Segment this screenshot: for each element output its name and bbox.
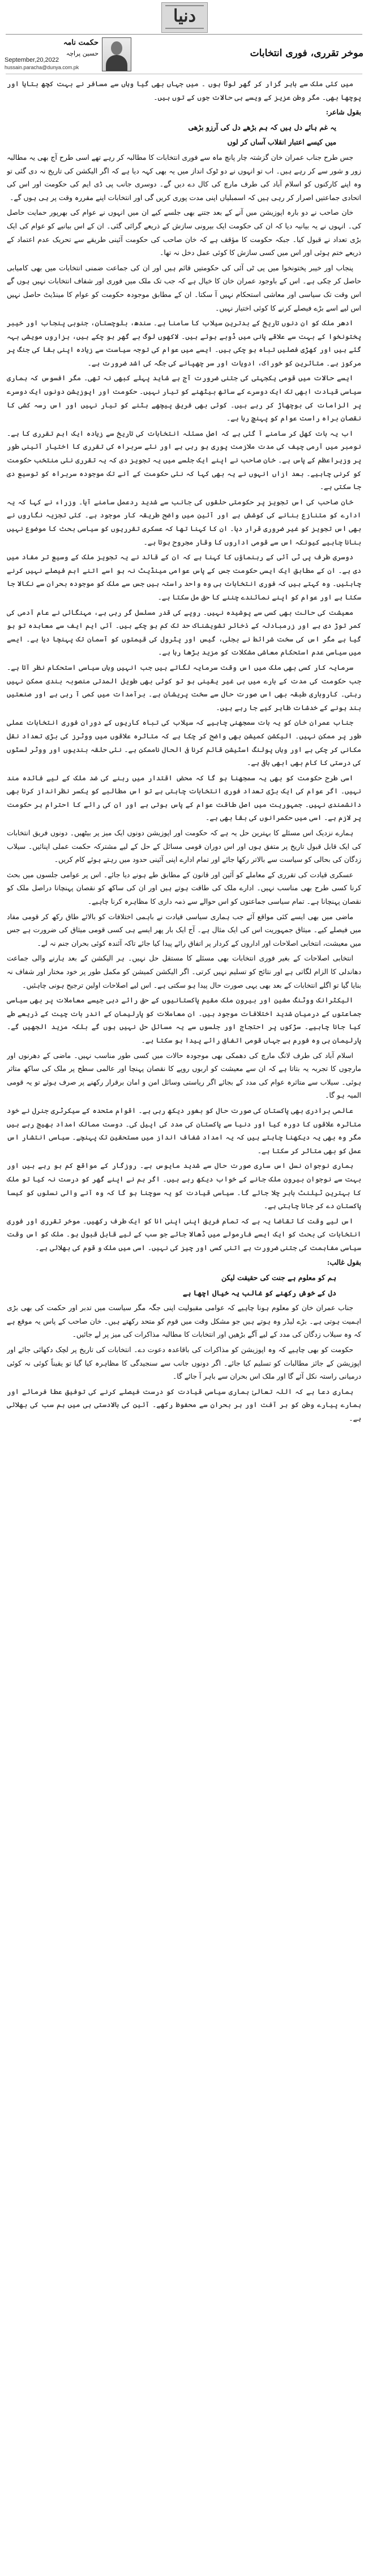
publish-date: September,20,2022 [5,57,59,63]
article-paragraph: میں کئی ملک سے باہر گزار کر گھر لوٹا ہوں ۔ میں جہاں بھی گیا وہاں سے مسافر نے بہت کچھ بتایا اور پوچھا بھی۔ مگر وطن عزیز کے ویسے ہی حالات جوں کے توں ہیں۔ [7,79,361,101]
quote-lead: بقول غالب: [327,1258,361,1267]
article-paragraph: جناب عمران خان کو یہ بات سمجھنی چاہیے کہ سیلاب کی تباہ کاریوں کے دوران فوری انتخابات عملی طور پر ممکن نہیں۔ الیکشن کمیشن بھی واضح کر چکا ہے کہ متاثرہ علاقوں میں ووٹرز کی بڑی تعداد نقل مکانی کر چکی ہے اور وہاں پولنگ اسٹیشن قائم کرنا فی الحال ناممکن ہے۔ نئی حلقہ بندیوں اور ووٹر لسٹوں کی درستی کا کام بھی ابھی باقی ہے۔ [7,718,361,767]
article-paragraph: ہماری دعا ہے کہ اللہ تعالیٰ ہماری سیاسی قیادت کو درست فیصلے کرنے کی توفیق عطا فرمائے اور ہمارے پیارے وطن کو ہر آفت اور ہر بحران سے محفوظ رکھے۔ آئین کی بالادستی ہی میں ہم سب کی بھلائی ہے۔ [7,1387,361,1422]
masthead [0,0,368,70]
author-email: hussain.paracha@dunya.com.pk [5,65,79,70]
verse-line: میں کیسے اعتبار انقلاب آساں کر لوں [227,138,336,147]
article-paragraph: دوسری طرف پی ٹی آئی کے رہنماؤں کا کہنا ہے کہ ان کے قائد نے یہ تجویز ملک کے وسیع تر مفاد میں دی ہے۔ ان کے مطابق ایک ایسی حکومت جس کے پاس عوامی مینڈیٹ نہ ہو اسے اتنے اہم فیصلے نہیں کرنے چاہئیں۔ وہ کہتے ہیں کہ فوری انتخابات ہی وہ واحد راستہ ہیں جس سے ملک کو موجودہ بحران سے نکالا جا سکتا ہے اور عوام کو اپنے نمائندے چننے کا حق مل سکتا ہے۔ [7,552,361,601]
article-paragraph: ہمارے نزدیک اس مسئلے کا بہترین حل یہ ہے کہ حکومت اور اپوزیشن دونوں ایک میز پر بیٹھیں۔ دونوں فریق انتخابات کی ایک قابل قبول تاریخ پر متفق ہوں اور اس دوران قومی مسائل کے حل کے لیے مشترکہ حکمت عملی اپنائیں۔ سیلاب زدگان کی بحالی کو سیاست سے بالاتر رکھا جائے اور تمام ادارے اپنی آئینی حدود میں رہتے ہوئے کام کریں۔ [7,828,361,864]
article-paragraph: عسکری قیادت کی تقرری کے معاملے کو آئین اور قانون کے مطابق طے ہونے دیا جائے۔ اس پر عوامی جلسوں میں بحث کرنا کسی طرح بھی مناسب نہیں۔ ادارے ملک کی طاقت ہوتے ہیں اور ان کی ساکھ کو نقصان پہنچانا دراصل ملک کو نقصان پہنچانا ہے۔ تمام سیاسی جماعتوں کو اس حوالے سے ذمہ داری کا مظاہرہ کرنا چاہیے۔ [7,870,361,906]
newspaper-logo [161,2,208,33]
article-paragraph: الیکٹرانک ووٹنگ مشین اور بیرون ملک مقیم پاکستانیوں کے حق رائے دہی جیسے معاملات پر بھی سیاسی جماعتوں کے درمیان شدید اختلافات موجود ہیں۔ ان معاملات کو پارلیمان کے اندر بات چیت کے ذریعے طے کیا جانا چاہیے۔ سڑکوں پر احتجاج اور جلسوں سے یہ مسائل حل نہیں ہوں گے بلکہ مزید الجھیں گے۔ پارلیمان ہی وہ فورم ہے جہاں قومی اتفاق رائے پیدا ہو سکتا ہے۔ [7,996,361,1044]
article-paragraph: سرمایہ کار کسی بھی ملک میں اس وقت سرمایہ لگاتے ہیں جب انہیں وہاں سیاسی استحکام نظر آتا ہے۔ جب حکومت کی مدت کے بارے میں ہی غیر یقینی ہو تو کوئی بھی طویل المدتی منصوبہ بندی ممکن نہیں رہتی۔ کاروباری طبقہ بھی اس صورت حال سے سخت پریشان ہے۔ برآمدات میں کمی آ رہی ہے اور صنعتیں بند ہونے کے خدشات ظاہر کیے جا رہے ہیں۔ [7,662,361,712]
verse-line: ہم کو معلوم ہے جنت کی حقیقت لیکن [221,1273,336,1282]
quote-lead: بقول شاعر: [326,108,361,117]
article-paragraph: حکومت کو بھی چاہیے کہ وہ اپوزیشن کو مذاکرات کی باقاعدہ دعوت دے۔ انتخابات کی تاریخ پر لچک دکھائی جائے اور اپوزیشن کے جائز مطالبات کو تسلیم کیا جائے۔ اگر دونوں جانب سے سنجیدگی کا مظاہرہ کیا گیا تو یقیناً کوئی نہ کوئی درمیانی راستہ نکل آئے گا اور ملک اس بحران سے باہر آ جائے گا۔ [7,1345,361,1381]
author-photo [102,37,131,71]
article-paragraph: ادھر ملک کو ان دنوں تاریخ کے بدترین سیلاب کا سامنا ہے۔ سندھ، بلوچستان، جنوبی پنجاب اور خیبر پختونخوا کے بہت سے علاقے پانی میں ڈوبے ہوئے ہیں۔ لاکھوں لوگ بے گھر ہو چکے ہیں، ہزاروں مویشی بہہ گئے ہیں اور کھڑی فصلیں تباہ ہو چکی ہیں۔ ایسے میں عوام کی توجہ سیاست سے زیادہ اپنی بقا کی جنگ پر مرکوز ہے۔ متاثرین کو خوراک، ادویات اور سر چھپانے کی جگہ کی اشد ضرورت ہے۔ [7,318,361,367]
article-paragraph: پنجاب اور خیبر پختونخوا میں پی ٹی آئی کی حکومتیں قائم ہیں اور ان کی جماعت ضمنی انتخابات میں بھی کامیابی حاصل کر چکی ہے۔ اس کے باوجود عمران خان کا خیال ہے کہ جب تک ملک میں فوری اور شفاف انتخابات نہیں ہوں گے اس وقت تک سیاسی اور معاشی استحکام نہیں آ سکتا۔ ان کے مطابق موجودہ حکومت کو عوام کا مینڈیٹ حاصل نہیں اس لیے اسے بڑے فیصلے کرنے کا کوئی اختیار نہیں۔ [7,263,361,312]
article-paragraph: خان صاحب نے دو بارہ اپوزیشن میں آنے کے بعد جتنے بھی جلسے کیے ان میں انہوں نے عوام کی بھرپور حمایت حاصل کی۔ انہوں نے یہ بیانیہ دیا کہ ان کی حکومت ایک بیرونی سازش کے ذریعے گرائی گئی۔ ان کے اس بیانیے کو عوام کی ایک بڑی تعداد نے قبول کیا۔ جبکہ حکومت کا مؤقف ہے کہ خان صاحب کی حکومت آئینی طریقے سے تحریک عدم اعتماد کے ذریعے ختم ہوئی اور اس میں کسی سازش کا کوئی عمل دخل نہ تھا۔ [7,208,361,257]
article-paragraph: عالمی برادری بھی پاکستان کی صورت حال کو بغور دیکھ رہی ہے۔ اقوام متحدہ کے سیکرٹری جنرل نے خود متاثرہ علاقوں کا دورہ کیا اور دنیا سے پاکستان کی مدد کی اپیل کی۔ دوست ممالک امداد بھیج رہے ہیں مگر وہ بھی یہ دیکھنا چاہتے ہیں کہ یہ امداد شفاف انداز میں مستحقین تک پہنچے۔ سیاسی انتشار اس عمل کو بھی متاثر کر سکتا ہے۔ [7,1106,361,1155]
logo-text: دنیا [173,6,196,26]
article-body [7,77,361,2568]
article-paragraph: اسلام آباد کی طرف لانگ مارچ کی دھمکی بھی موجودہ حالات میں کسی طور مناسب نہیں۔ ماضی کے دھرنوں اور مارچوں کا تجربہ یہ بتاتا ہے کہ ان سے معیشت کو اربوں روپے کا نقصان پہنچا اور عالمی سطح پر ملک کی ساکھ متاثر ہوئی۔ سیلاب سے متاثرہ عوام کی مدد کے بجائے اگر ریاستی وسائل امن و امان برقرار رکھنے پر صرف ہوئے تو یہ قومی المیہ ہو گا۔ [7,1051,361,1100]
column-name: حکمت نامہ [63,39,99,47]
article-paragraph: اسی طرح حکومت کو بھی یہ سمجھنا ہو گا کہ محض اقتدار میں رہنے کی ضد ملک کے لیے فائدہ مند نہیں۔ اگر عوام کی ایک بڑی تعداد فوری انتخابات چاہتی ہے تو اس مطالبے کو یکسر نظرانداز کرنا بھی دانشمندی نہیں۔ جمہوریت میں اصل طاقت عوام کے پاس ہوتی ہے اور ان کی رائے کا احترام ہر حکومت پر لازم ہے۔ اسی میں حکمرانوں کی بقا بھی ہے۔ [7,773,361,822]
article-paragraph: ماضی میں بھی ایسے کئی مواقع آئے جب ہماری سیاسی قیادت نے باہمی اختلافات کو بالائے طاق رکھ کر قومی مفاد میں فیصلے کیے۔ میثاق جمہوریت اس کی ایک مثال ہے۔ آج ایک بار پھر ایسے ہی کسی قومی میثاق کی ضرورت ہے جس میں معیشت، انتخابی اصلاحات اور اداروں کے کردار پر اتفاق رائے پیدا کیا جائے تاکہ آئندہ کوئی بحران جنم نہ لے۔ [7,912,361,947]
verse-line: یہ غم ہائے دل ہیں کہ ہم بڑھے دل کی آرزو بڑھی [188,122,336,131]
masthead-divider [6,34,362,35]
article-paragraph: انتخابی اصلاحات کے بغیر فوری انتخابات بھی مسئلے کا مستقل حل نہیں۔ ہر الیکشن کے بعد ہارنے والی جماعت دھاندلی کا الزام لگاتی ہے اور نتائج کو تسلیم نہیں کرتی۔ اگر الیکشن کمیشن کو مکمل طور پر خود مختار اور شفاف نہ بنایا گیا تو اگلے انتخابات کے بعد بھی یہی صورت حال پیدا ہو سکتی ہے۔ اس لیے اصلاحات اولین ترجیح ہونی چاہئیں۔ [7,954,361,989]
article-paragraph: اب یہ بات کھل کر سامنے آ گئی ہے کہ اصل مسئلہ انتخابات کی تاریخ سے زیادہ ایک اہم تقرری کا ہے۔ نومبر میں آرمی چیف کی مدت ملازمت پوری ہو رہی ہے اور نئے سربراہ کی تقرری کا اختیار آئینی طور پر وزیراعظم کے پاس ہے۔ خان صاحب نے اپنے ایک جلسے میں یہ تجویز دی کہ یہ تقرری نئی منتخب حکومت کو کرنی چاہیے۔ بعد ازاں انہوں نے یہ بھی کہا کہ نئی حکومت کے آنے تک موجودہ سربراہ کو توسیع دی جا سکتی ہے۔ [7,428,361,491]
article-paragraph: ایسے حالات میں قومی یکجہتی کی جتنی ضرورت آج ہے شاید پہلے کبھی نہ تھی۔ مگر افسوس کہ ہماری سیاسی قیادت ابھی تک ایک دوسرے کے ساتھ بیٹھنے کو تیار نہیں۔ حکومت اور اپوزیشن دونوں ایک دوسرے پر الزامات کی بوچھاڑ کر رہے ہیں۔ کوئی بھی فریق پیچھے ہٹنے کو تیار نہیں اور اس رسہ کشی کا نقصان براہ راست عوام کو پہنچ رہا ہے۔ [7,373,361,423]
article-paragraph: خان صاحب کی اس تجویز پر حکومتی حلقوں کی جانب سے شدید ردعمل سامنے آیا۔ وزراء نے کہا کہ یہ ادارے کو متنازع بنانے کی کوشش ہے اور آئین میں واضح طریقہ کار موجود ہے۔ کئی تجزیہ نگاروں نے بھی اس تجویز کو غیر ضروری قرار دیا۔ ان کا کہنا تھا کہ عسکری تقرریوں کو سیاسی بحث کا موضوع نہیں بنانا چاہیے کیونکہ اس سے قومی اداروں کا وقار مجروح ہوتا ہے۔ [7,497,361,546]
article-paragraph: جس طرح جناب عمران خان گزشتہ چار پانچ ماہ سے فوری انتخابات کا مطالبہ کر رہے تھے اسی طرح آج بھی یہ مطالبہ زور و شور سے کر رہے ہیں۔ اب تو انہوں نے دو ٹوک انداز میں یہ بھی کہہ دیا ہے کہ اگر الیکشن کی تاریخ نہ دی گئی تو وہ اپنے کارکنوں کو اسلام آباد کی طرف مارچ کی کال دے دیں گے۔ دوسری جانب پی ڈی ایم کی حکومت اور اس کی اتحادی جماعتیں اصرار کر رہی ہیں کہ اسمبلیاں اپنی مدت پوری کریں گی اور انتخابات اپنے مقررہ وقت پر ہی ہوں گے۔ [7,152,361,202]
article-paragraph: معیشت کی حالت بھی کسی سے پوشیدہ نہیں۔ روپے کی قدر مسلسل گر رہی ہے، مہنگائی نے عام آدمی کی کمر توڑ دی ہے اور زرمبادلہ کے ذخائر تشویشناک حد تک کم ہو چکے ہیں۔ آئی ایم ایف سے معاہدہ تو ہو گیا ہے مگر اس کی سخت شرائط نے بجلی، گیس اور پٹرول کی قیمتوں کو آسمان تک پہنچا دیا ہے۔ ایسے میں سیاسی عدم استحکام معاشی مشکلات کو مزید بڑھا رہا ہے۔ [7,607,361,657]
verse-line: دل کے خوش رکھنے کو غالب یہ خیال اچھا ہے [182,1288,336,1297]
article-paragraph: اس لیے وقت کا تقاضا یہ ہے کہ تمام فریق اپنی اپنی انا کو ایک طرف رکھیں۔ موخر تقرری اور فوری انتخابات کی بحث کو ایک ایسے فارمولے میں ڈھالا جائے جو سب کے لیے قابل قبول ہو۔ ملک کو اس وقت سیاسی مفاہمت کی جتنی ضرورت ہے اتنی کسی اور چیز کی نہیں۔ اسی میں ملک و قوم کی بھلائی ہے۔ [7,1216,361,1252]
photo-torso [106,55,127,71]
photo-head [111,41,122,55]
author-name: حسین پراچہ [66,50,99,57]
logo-stripe [165,28,204,29]
article-headline: موخر تقرری، فوری انتخابات [250,48,363,59]
article-paragraph: ہماری نوجوان نسل اس ساری صورت حال سے شدید مایوس ہے۔ روزگار کے مواقع کم ہو رہے ہیں اور بہت سے نوجوان بیرون ملک جانے کے خواب دیکھ رہے ہیں۔ اگر ہم نے اپنے گھر کو درست نہ کیا تو ملک کا بہترین ٹیلنٹ باہر چلا جائے گا۔ سیاسی قیادت کو یہ سوچنا ہو گا کہ وہ آنے والی نسلوں کو کیسا پاکستان دے کر جانا چاہتی ہے۔ [7,1161,361,1210]
article-paragraph: جناب عمران خان کو معلوم ہونا چاہیے کہ عوامی مقبولیت اپنی جگہ مگر سیاست میں تدبر اور حکمت کی بھی بڑی اہمیت ہوتی ہے۔ بڑے لیڈر وہ ہوتے ہیں جو مشکل وقت میں قوم کو متحد رکھتے ہیں۔ خان صاحب کے پاس یہ موقع ہے کہ وہ سیلاب زدگان کی مدد کے لیے آگے بڑھیں اور انتخابات کا مطالبہ مذاکرات کی میز پر لے جائیں۔ [7,1303,361,1339]
